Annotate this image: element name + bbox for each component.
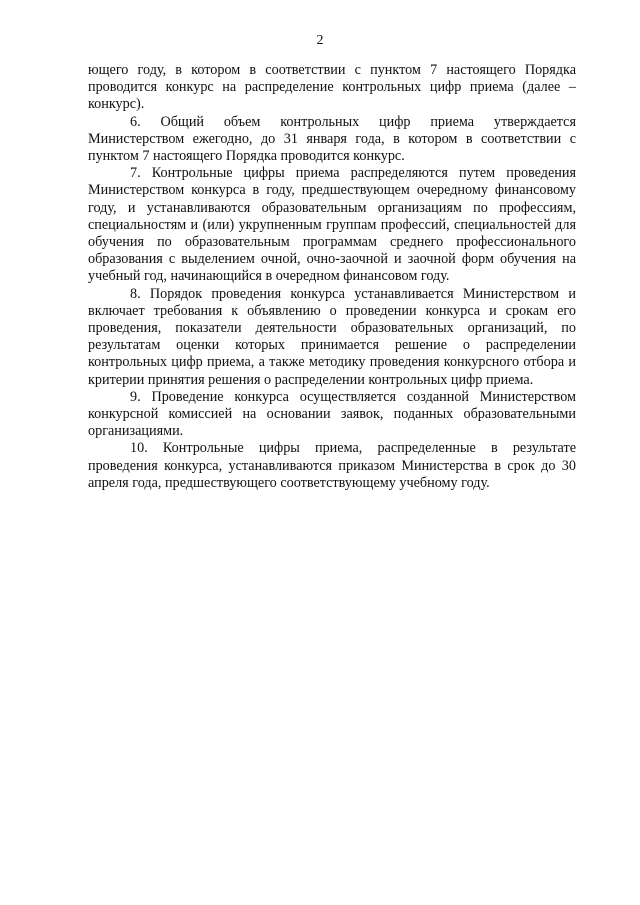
paragraph-7: 7. Контрольные цифры приема распределяются путем проведения Министерством конкурса в году, предшествующем очередному финансовому году, и устанавливаются образовательным организациям по профессиям, специальностям и (или) укрупненным группам профессий, специальностей для обучения по образовательным программам среднего профессионального образования с выделением очной, очно-заочной и заочной форм обучения на учебный год, начинающийся в очередном финансовом году. [88, 165, 576, 285]
paragraph-8: 8. Порядок проведения конкурса устанавливается Министерством и включает требования к объявлению о проведении конкурса и срокам его проведения, показатели деятельности образовательных организаций, по результатам оценки которых принимается решение о распределении контрольных цифр приема, а также методику проведения конкурсного отбора и критерии принятия решения о распределении контрольных цифр приема. [88, 285, 576, 388]
paragraph-continuation: ющего году, в котором в соответствии с пунктом 7 настоящего Порядка проводится конкурс на распределение контрольных цифр приема (далее – конкурс). [88, 62, 576, 113]
document-body [88, 62, 576, 492]
paragraph-6: 6. Общий объем контрольных цифр приема утверждается Министерством ежегодно, до 31 января года, в котором в соответствии с пунктом 7 настоящего Порядка проводится конкурс. [88, 113, 576, 165]
paragraph-10: 10. Контрольные цифры приема, распределенные в результате проведения конкурса, устанавливаются приказом Министерства в срок до 30 апреля года, предшествующего соответствующему учебному году. [88, 440, 576, 491]
page-number: 2 [316, 33, 324, 48]
paragraph-9: 9. Проведение конкурса осуществляется созданной Министерством конкурсной комиссией на основании заявок, поданных образовательными организациями. [88, 388, 576, 440]
